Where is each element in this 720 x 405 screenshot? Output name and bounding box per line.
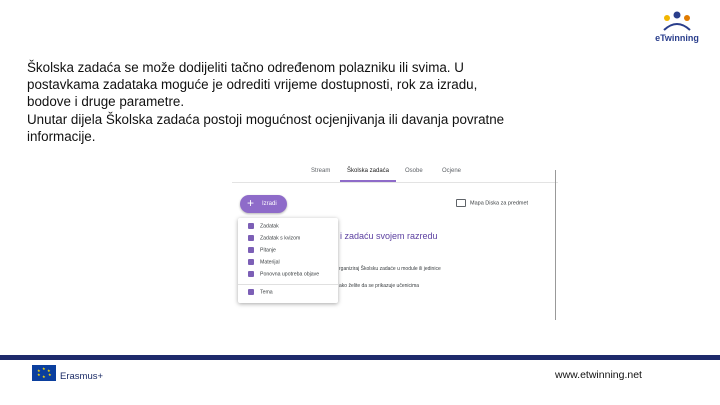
menu-item-label: Zadatak — [260, 223, 279, 230]
create-button[interactable] — [240, 195, 287, 213]
screenshot-border — [555, 170, 556, 320]
menu-item-label: Zadatak s kvizom — [260, 235, 301, 242]
plus-icon: + — [247, 196, 255, 210]
material-icon — [248, 259, 254, 265]
menu-item-reuse-post[interactable] — [248, 271, 319, 277]
tab-people[interactable]: Osobe — [405, 168, 423, 174]
footer-url: www.etwinning.net — [555, 369, 642, 381]
body-line: Školska zadaća se može dodijeliti tačno određenom polazniku ili svima. U — [27, 60, 464, 75]
menu-item-label: Tema — [260, 289, 273, 296]
empty-state-heading: i zadaću svojem razredu — [340, 231, 438, 241]
question-icon — [248, 247, 254, 253]
etwinning-figures-icon — [660, 10, 694, 32]
erasmus-logo: Erasmus+ — [60, 371, 104, 382]
classroom-tabs — [232, 160, 558, 183]
etwinning-logo — [652, 10, 702, 44]
eu-flag-icon: ★ ★ ★ ★ ★ ★ — [32, 365, 56, 381]
folder-icon — [456, 199, 466, 207]
body-line: bodove i druge parametre. — [27, 94, 185, 110]
folder-link-label: Mapa Diska za predmet — [470, 200, 529, 207]
menu-item-label: Pitanje — [260, 247, 276, 254]
empty-state-hint: rganiziraj Školsku zadaće u module ili jedinice — [339, 266, 441, 272]
body-line: Unutar dijela Školska zadaća postoji mogućnost ocjenjivanja ili davanja povratne — [27, 111, 505, 127]
menu-divider — [238, 284, 338, 285]
tab-homework[interactable]: Školska zadaća — [347, 168, 390, 174]
tab-stream[interactable]: Stream — [311, 168, 331, 174]
menu-item-question[interactable] — [248, 247, 276, 253]
menu-item-quiz-assignment[interactable] — [248, 235, 300, 241]
reuse-icon — [248, 271, 254, 277]
body-text — [27, 59, 547, 145]
menu-item-topic[interactable] — [248, 289, 273, 295]
menu-item-assignment[interactable] — [248, 223, 279, 229]
tab-grades[interactable]: Ocjene — [442, 168, 462, 174]
body-line: informacije. — [27, 128, 96, 144]
empty-state-hint: ako želite da se prikazuje učenicima — [339, 283, 420, 289]
menu-item-label: Materijal — [260, 259, 280, 266]
assignment-icon — [248, 223, 254, 229]
menu-item-material[interactable] — [248, 259, 280, 265]
body-line: postavkama zadataka moguće je odrediti vrijeme dostupnosti, rok za izradu, — [27, 77, 478, 93]
quiz-icon — [248, 235, 254, 241]
create-menu — [238, 218, 338, 303]
menu-item-label: Ponovna upotreba objave — [260, 271, 320, 278]
etwinning-wordmark: eTwinning — [655, 33, 699, 43]
class-drive-folder-link[interactable] — [456, 199, 528, 207]
footer-bar — [0, 355, 720, 360]
active-tab-indicator — [340, 180, 396, 182]
topic-icon — [248, 289, 254, 295]
create-button-label: Izradi — [262, 201, 277, 207]
